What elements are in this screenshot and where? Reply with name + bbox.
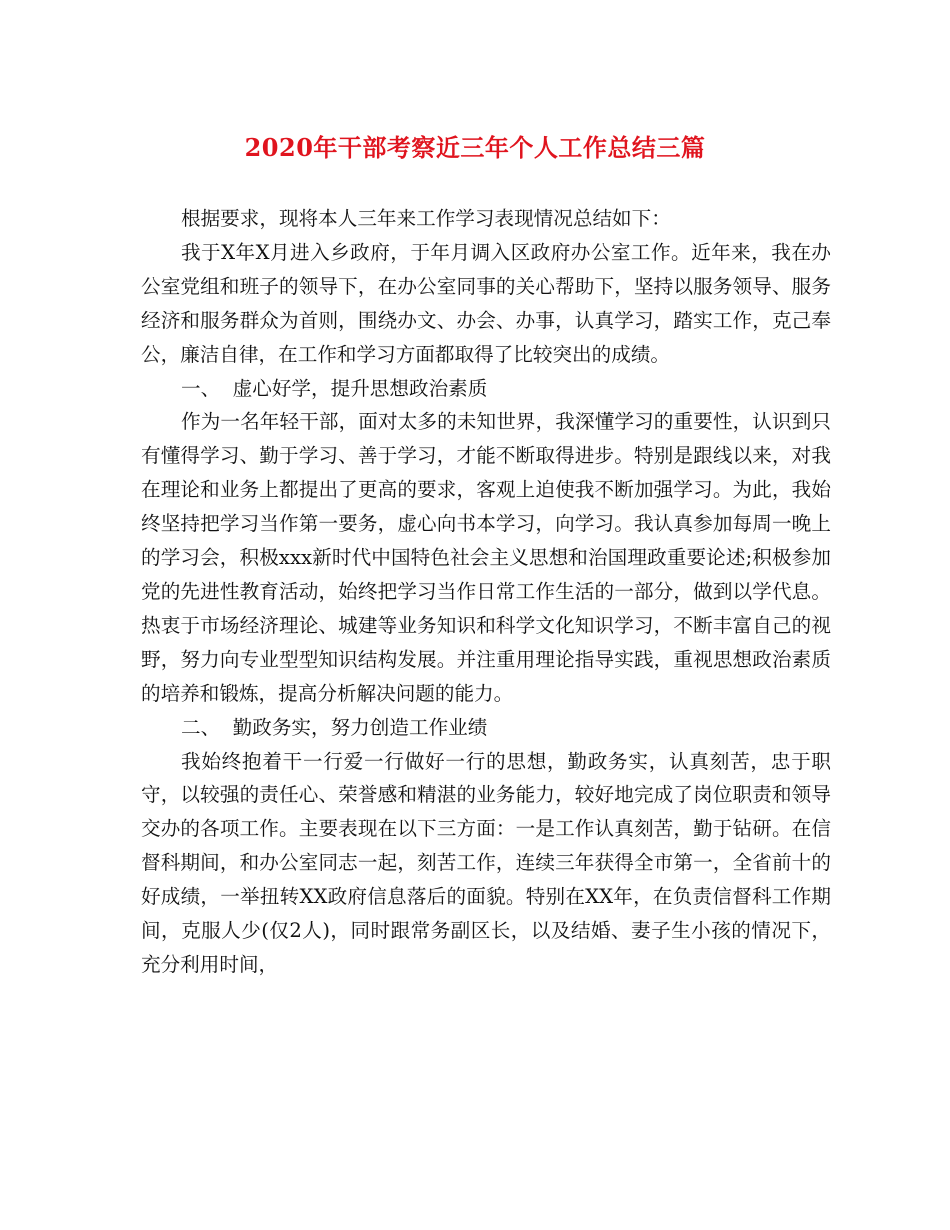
section-heading-1: 一、 虚心好学，提升思想政治素质 [181, 376, 488, 400]
section-heading-2: 二、 勤政务实，努力创造工作业绩 [181, 715, 488, 739]
document-title: 2020年干部考察近三年个人工作总结三篇 [244, 133, 706, 162]
paragraph-background: 我于X年X月进入乡政府，于年月调入区政府办公室工作。近年来，我在办公室党组和班子的领导下，在办公室同事的关心帮助下，坚持以服务领导、服务经济和服务群众为首则，围绕办文、办会、办事，认真学习，踏实工作，克己奉公，廉洁自律，在工作和学习方面都取得了比较突出的成绩。 [141, 240, 831, 366]
paragraph-work: 我始终抱着干一行爱一行做好一行的思想，勤政务实，认真刻苦，忠于职守，以较强的责任心、荣誉感和精湛的业务能力，较好地完成了岗位职责和领导交办的各项工作。主要表现在以下三方面：一是工作认真刻苦，勤于钻研。在信督科期间，和办公室同志一起，刻苦工作，连续三年获得全市第一，全省前十的好成绩，一举扭转XX政府信息落后的面貌。特别在XX年，在负责信督科工作期间，克服人少(仅2人)，同时跟常务副区长，以及结婚、妻子生小孩的情况下，充分利用时间， [141, 749, 831, 976]
paragraph-study: 作为一名年轻干部，面对太多的未知世界，我深懂学习的重要性，认识到只有懂得学习、勤于学习、善于学习，才能不断取得进步。特别是跟线以来，对我在理论和业务上都提出了更高的要求，客观上迫使我不断加强学习。为此，我始终坚持把学习当作第一要务，虚心向书本学习，向学习。我认真参加每周一晚上的学习会，积极xxx新时代中国特色社会主义思想和治国理政重要论述;积极参加党的先进性教育活动，始终把学习当作日常工作生活的一部分，做到以学代息。热衷于市场经济理论、城建等业务知识和科学文化知识学习，不断丰富自己的视野，努力向专业型型知识结构发展。并注重用理论指导实践，重视思想政治素质的培养和锻炼，提高分析解决问题的能力。 [141, 410, 831, 705]
document-body [141, 202, 831, 982]
paragraph-intro: 根据要求，现将本人三年来工作学习表现情况总结如下： [181, 207, 671, 230]
